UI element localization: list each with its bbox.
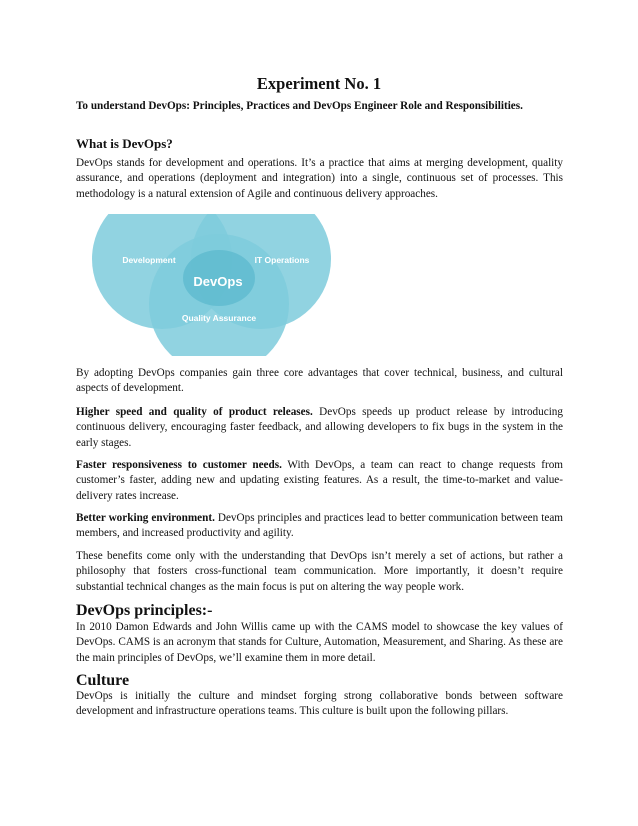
advantage-speed-paragraph — [76, 405, 563, 451]
devops-principles-paragraph: In 2010 Damon Edwards and John Willis came up with the CAMS model to showcase the key values of DevOps. CAMS is an acronym that stands for Culture, Automation, Measurement, and Sharing. As these are the main principles of DevOps, we’ll examine them in more detail. — [76, 621, 563, 664]
advantage-responsiveness-title: Faster responsiveness to customer needs. — [76, 459, 282, 471]
advantage-environment-paragraph — [76, 511, 563, 542]
quality-assurance-label: Quality Assurance — [181, 313, 257, 323]
page-title: Experiment No. 1 — [256, 74, 382, 93]
benefits-paragraph: These benefits come only with the understanding that DevOps isn’t merely a set of actions, but rather a philosophy that fosters cross-functional team communication. More importantly, it doesn’t require substantial technical changes as the main focus is put on altering the way people work. — [76, 550, 563, 593]
advantage-responsiveness-text: With DevOps, a team can react to change requests from customer’s faster, adding new and updating existing features. As a result, the time-to-market and value-delivery rates increase. — [76, 459, 564, 502]
what-is-devops-heading: What is DevOps? — [76, 136, 173, 151]
advantage-speed-text: DevOps speeds up product release by introducing continuous delivery, encouraging faster feedback, and allowing developers to fix bugs in the system in the early stages. — [76, 406, 563, 449]
culture-paragraph: DevOps is initially the culture and mindset forging strong collaborative bonds between software development and infrastructure operations teams. This culture is built upon the following pillars. — [76, 690, 563, 718]
advantages-intro: By adopting DevOps companies gain three core advantages that cover technical, business, and cultural aspects of development. — [76, 367, 563, 395]
development-label: Development — [122, 255, 176, 265]
advantage-environment-title: Better working environment. — [76, 512, 215, 524]
what-is-devops-paragraph: DevOps stands for development and operations. It’s a practice that aims at merging development, quality assurance, and operations (deployment and integration) into a single, continuous set of processes. This methodology is a natural extension of Agile and continuous delivery approaches. — [76, 157, 563, 200]
advantage-responsiveness-paragraph — [76, 458, 563, 504]
it-operations-label: IT Operations — [254, 255, 310, 265]
aim-statement: To understand DevOps: Principles, Practices and DevOps Engineer Role and Responsibilities. — [76, 100, 523, 112]
culture-heading: Culture — [76, 672, 130, 689]
advantage-environment-text: DevOps principles and practices lead to better communication between team members, and increased productivity and agility. — [76, 512, 563, 540]
advantage-speed-title: Higher speed and quality of product releases. — [76, 406, 313, 418]
devops-principles-heading: DevOps principles:- — [76, 602, 213, 619]
devops-center-label: DevOps — [193, 274, 243, 289]
devops-venn-diagram — [92, 214, 342, 356]
